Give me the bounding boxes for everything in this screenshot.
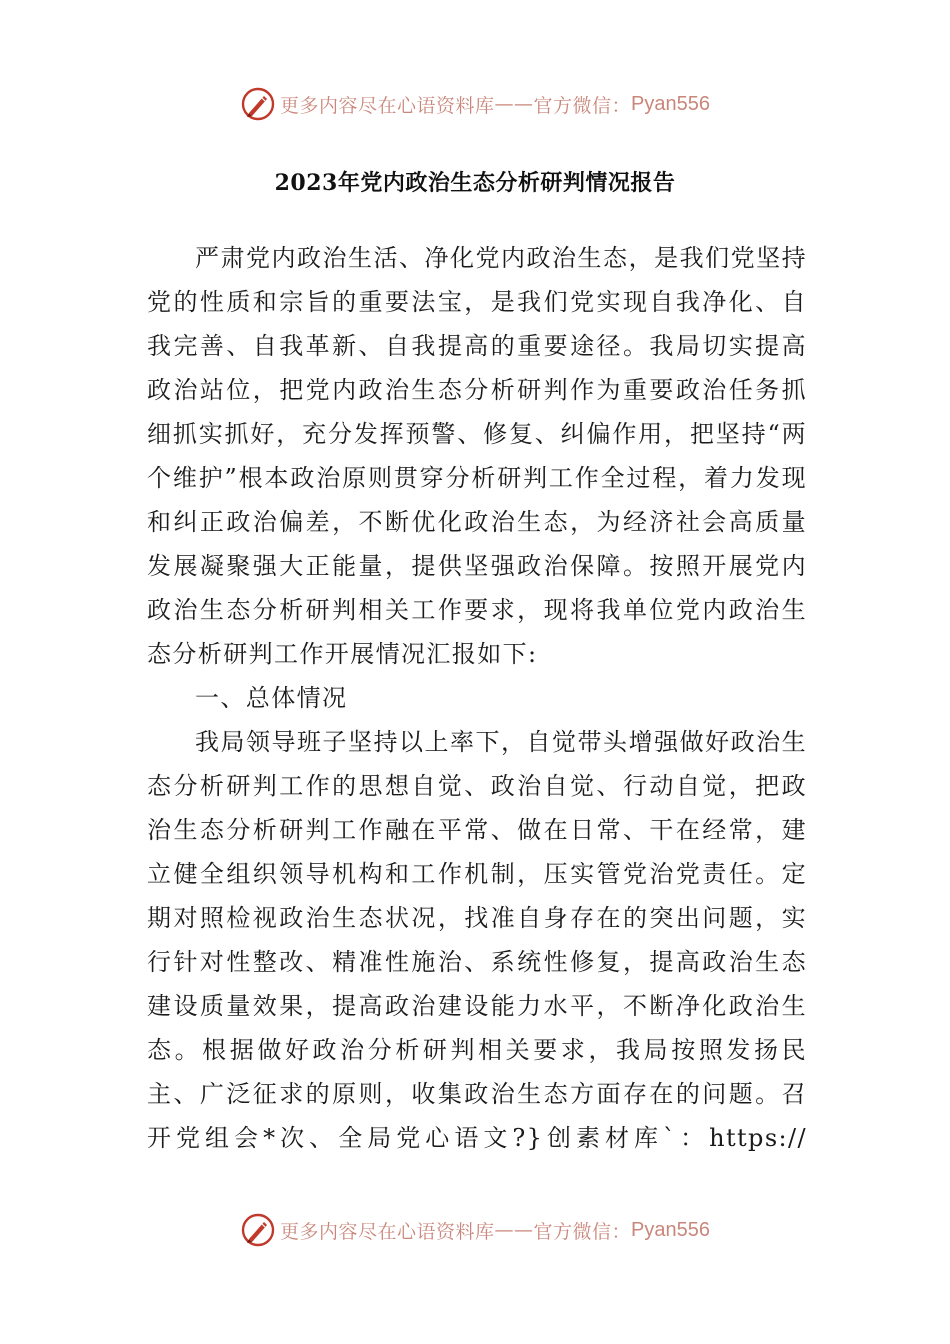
header-banner: [0, 82, 950, 126]
banner-code: Pyan556: [631, 92, 710, 115]
banner-separator: ——: [494, 1219, 534, 1241]
footer-banner: [0, 1208, 950, 1252]
banner-suffix: 官方微信：: [533, 1220, 632, 1243]
banner-code: Pyan556: [631, 1218, 710, 1241]
pen-logo-icon: [240, 86, 276, 122]
section-heading-overall: 一、总体情况: [195, 684, 348, 712]
document-title: 2023年党内政治生态分析研判情况报告: [274, 170, 676, 196]
paragraph-intro: 严肃党内政治生活、净化党内政治生态，是我们党坚持党的性质和宗旨的重要法宝，是我们党实现自我净化、自我完善、自我革新、自我提高的重要途径。我局切实提高政治站位，把党内政治生态分析研判作为重要政治任务抓细抓实抓好，充分发挥预警、修复、纠偏作用，把坚持“两个维护”根本政治原则贯穿分析研判工作全过程，着力发现和纠正政治偏差，不断优化政治生态，为经济社会高质量发展凝聚强大正能量，提供坚强政治保障。按照开展党内政治生态分析研判相关工作要求，现将我单位党内政治生态分析研判工作开展情况汇报如下:: [147, 244, 807, 668]
document-body: [147, 236, 807, 1160]
paragraph-overall: 我局领导班子坚持以上率下，自觉带头增强做好政治生态分析研判工作的思想自觉、政治自觉、行动自觉，把政治生态分析研判工作融在平常、做在日常、干在经常，建立健全组织领导机构和工作机制，压实管党治党责任。定期对照检视政治生态状况，找准自身存在的突出问题，实行针对性整改、精准性施治、系统性修复，提高政治生态建设质量效果，提高政治建设能力水平，不断净化政治生态。根据做好政治分析研判相关要求，我局按照发扬民主、广泛征求的原则，收集政治生态方面存在的问题。召开党组会*次、全局党心语文?}创素材库`：https://: [147, 728, 807, 1152]
pen-logo-icon: [240, 1212, 276, 1248]
banner-text: 更多内容尽在心语资料库: [280, 94, 495, 117]
banner-separator: ——: [494, 93, 534, 115]
banner-text: 更多内容尽在心语资料库: [280, 1220, 495, 1243]
banner-suffix: 官方微信：: [533, 94, 632, 117]
